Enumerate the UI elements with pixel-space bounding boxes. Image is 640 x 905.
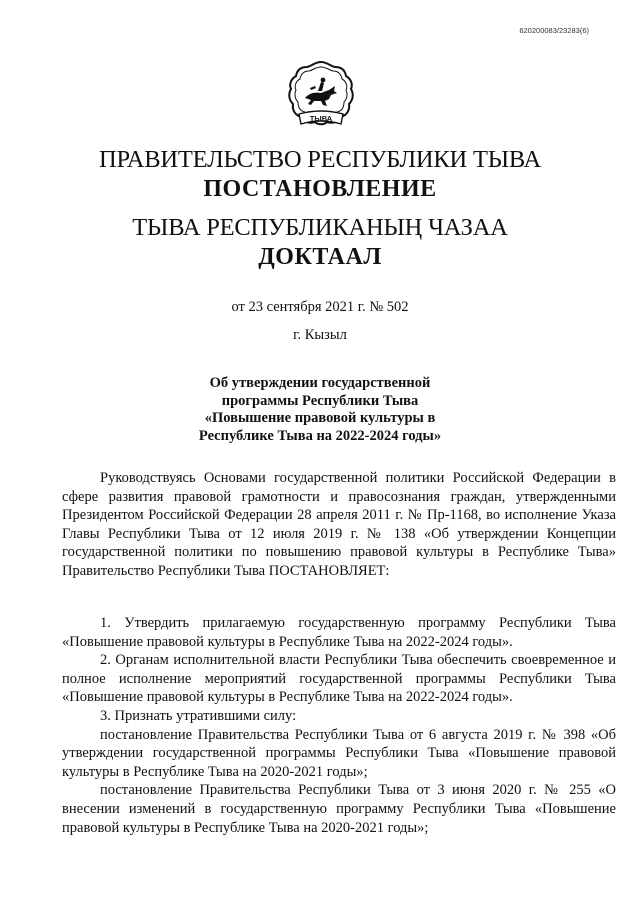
government-name-russian: ПРАВИТЕЛЬСТВО РЕСПУБЛИКИ ТЫВА — [99, 146, 541, 173]
decree-item-1: 1. Утвердить прилагаемую государственную программу Республики Тыва «Повышение правовой культуры в Республике Тыва на 2022-2024 годы». — [62, 615, 616, 650]
decree-title-line: Республике Тыва на 2022-2024 годы» — [198, 427, 442, 444]
preamble-paragraph: Руководствуясь Основами государственной политики Российской Федерации в сфере развития правовой грамотности и правосознания граждан, утвержденными Президентом Российской Федерации 28 апреля 2011 г. № Пр-1168, во исполнение Указа Главы Республики Тыва от 12 июля 2019 г. № 138 «Об утверждении Концепции государственной политики по повышению правовой культуры в Республике Тыва» Правительство Республики Тыва ПОСТАНОВЛЯЕТ: — [62, 470, 616, 579]
decree-item-2: 2. Органам исполнительной власти Республики Тыва обеспечить своевременное и полное исполнение мероприятий государственной программы Республики Тыва «Повышение правовой культуры в Республике Тыва на 2022-2024 годы». — [62, 652, 616, 706]
decree-title-line: Об утверждении государственной — [209, 375, 431, 391]
emblem-label: ТЫВА — [309, 114, 333, 123]
decree-item-3-subitem: постановление Правительства Республики Тыва от 3 июня 2020 г. № 255 «О внесении изменений в государственную программу Республики Тыва «Повышение правовой культуры в Республике Тыва на 2020-2021 годы»; — [62, 782, 616, 836]
decree-heading-russian: ПОСТАНОВЛЕНИЕ — [203, 176, 437, 202]
decree-title-line: программы Республики Тыва — [221, 392, 419, 409]
preamble — [62, 469, 616, 581]
tuva-coat-of-arms-icon — [285, 58, 357, 138]
decree-date-number: от 23 сентября 2021 г. № 502 — [231, 299, 409, 315]
decree-title-line: «Повышение правовой культуры в — [204, 410, 436, 426]
decree-item-3: 3. Признать утратившими силу: — [100, 707, 297, 724]
government-name-tuvan: ТЫВА РЕСПУБЛИКАНЫҢ ЧАЗАА — [132, 214, 508, 241]
decree-city: г. Кызыл — [293, 327, 347, 343]
decree-items — [62, 614, 616, 837]
decree-heading-tuvan: ДОКТААЛ — [258, 244, 382, 270]
decree-item-3-subitem: постановление Правительства Республики Тыва от 6 августа 2019 г. № 398 «Об утверждении государственной программы Республики Тыва «Повышение правовой культуры в Республике Тыва на 2020-2021 годы»; — [62, 726, 616, 780]
decree-title — [150, 375, 490, 445]
document-registry-number: 620200083/23283(6) — [519, 26, 589, 35]
